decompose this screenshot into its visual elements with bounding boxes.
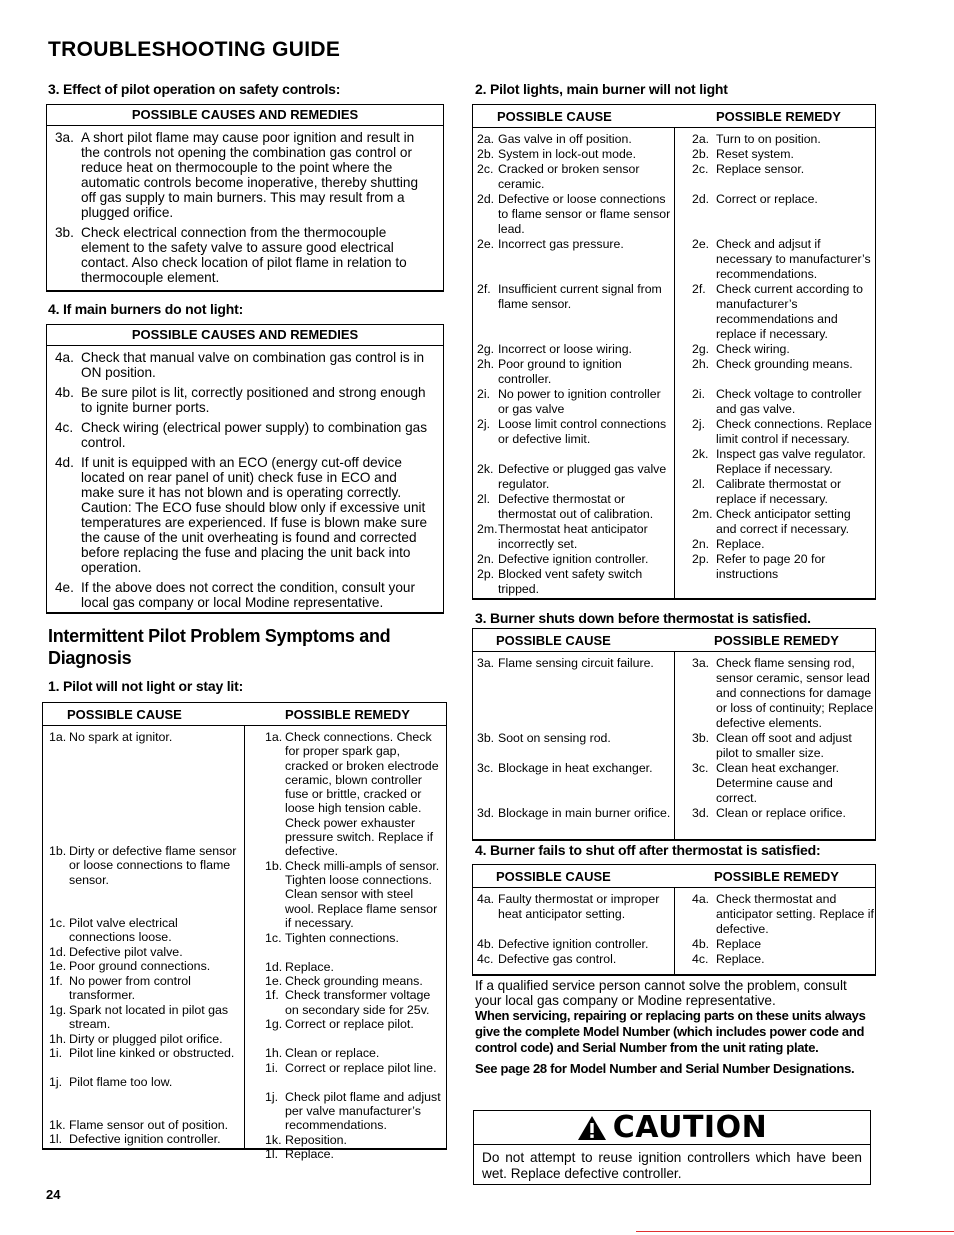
remedy-text: Inspect gas valve regulator. Replace if necessary. bbox=[716, 447, 866, 476]
cause-row bbox=[477, 761, 672, 806]
cause-text: Defective pilot valve. bbox=[69, 945, 183, 959]
ip4-table-body bbox=[473, 888, 875, 975]
ip1-causes-column bbox=[43, 726, 245, 1149]
cause-text: Thermostat heat anticipator incorrectly set. bbox=[498, 522, 648, 551]
cause-text: Blockage in heat exchanger. bbox=[498, 761, 653, 775]
remedy-row bbox=[265, 1061, 445, 1090]
servicing-instructions: When servicing, repairing or replacing parts on these units always give the complete Model Number (which includes power code and control code) and Serial Number from the unit rating plate. bbox=[475, 1008, 866, 1055]
remedy-item-id: 3b. bbox=[55, 225, 74, 240]
remedy-text: Correct or replace. bbox=[716, 192, 818, 206]
remedy-text: Clean or replace. bbox=[285, 1046, 380, 1061]
cause-text: Defective ignition controller. bbox=[498, 937, 649, 951]
remedy-id: 2c. bbox=[692, 162, 709, 176]
remedy-item-text: If unit is equipped with an ECO (energy cut-off device located on rear panel of unit) check fuse in ECO and make sure it has not blown and is operating correctly. Caution: The ECO fuse should blow only if excessive unit temperatures are experienced. If fuse is blown make sure the cause of the unit overheating is found and corrected before replacing the fuse and placing the unit back into operation. bbox=[81, 455, 428, 575]
see-page-note: See page 28 for Model Number and Serial Number Designations. bbox=[475, 1061, 855, 1076]
cause-text: Pilot flame too low. bbox=[69, 1074, 173, 1089]
cause-id: 2i. bbox=[477, 387, 490, 401]
remedy-text: Calibrate thermostat or replace if necessary. bbox=[716, 477, 842, 506]
page-number: 24 bbox=[46, 1187, 61, 1202]
remedy-id: 1i. bbox=[265, 1060, 279, 1075]
remedy-text: Check pilot flame and adjust per valve manufacturer’s recommendations. bbox=[285, 1089, 441, 1133]
remedy-id: 2h. bbox=[692, 357, 710, 371]
remedy-row bbox=[265, 859, 445, 931]
remedy-id: 1h. bbox=[265, 1046, 283, 1061]
cause-row bbox=[477, 656, 672, 731]
remedy-row bbox=[265, 1133, 445, 1147]
remedy-row bbox=[265, 988, 445, 1017]
remedy-item bbox=[55, 455, 433, 575]
cause-id: 4a. bbox=[477, 892, 495, 906]
cause-text: Faulty thermostat or improper heat anticipator setting. bbox=[498, 892, 660, 921]
cause-text: Spark not located in pilot gas stream. bbox=[69, 1002, 229, 1031]
cause-id: 1g. bbox=[49, 1002, 67, 1017]
remedy-id: 2i. bbox=[692, 387, 705, 401]
cause-id: 4b. bbox=[477, 937, 495, 951]
remedy-id: 1k. bbox=[265, 1132, 282, 1147]
cause-id: 2l. bbox=[477, 492, 490, 506]
cause-row bbox=[477, 357, 672, 387]
remedy-id: 1e. bbox=[265, 973, 283, 988]
cause-row bbox=[477, 522, 672, 552]
remedy-text: Clean or replace orifice. bbox=[716, 806, 846, 820]
remedy-row bbox=[265, 931, 445, 960]
cause-row bbox=[477, 162, 672, 192]
cause-text: Defective or loose connections to flame sensor or flame sensor lead. bbox=[498, 192, 671, 236]
ip2-table-header bbox=[473, 105, 875, 128]
remedy-item bbox=[55, 580, 433, 610]
remedy-row bbox=[265, 1017, 445, 1046]
remedy-row bbox=[692, 132, 874, 147]
cause-text: Gas valve in off position. bbox=[498, 132, 632, 146]
remedy-row bbox=[692, 387, 874, 417]
ip2-remedies-column bbox=[675, 128, 875, 599]
remedy-row bbox=[692, 147, 874, 162]
remedy-id: 2m. bbox=[692, 507, 713, 521]
cause-text: Soot on sensing rod. bbox=[498, 731, 611, 745]
cause-id: 1l. bbox=[49, 1132, 63, 1147]
cause-row bbox=[477, 731, 672, 761]
ip4-causes-column bbox=[473, 888, 675, 975]
cause-id: 4c. bbox=[477, 952, 494, 966]
cause-text: Loose limit control connections or defective limit. bbox=[498, 417, 667, 446]
cause-id: 1f. bbox=[49, 973, 63, 988]
cause-row bbox=[477, 552, 672, 567]
remedy-id: 2b. bbox=[692, 147, 710, 161]
cause-text: Poor ground to ignition controller. bbox=[498, 357, 622, 386]
remedy-row bbox=[692, 282, 874, 342]
remedy-row bbox=[692, 552, 874, 582]
cause-row bbox=[477, 237, 672, 282]
remedy-item-text: Check wiring (electrical power supply) to combination gas control. bbox=[81, 420, 428, 450]
ip3-remedies-column bbox=[675, 652, 875, 840]
remedy-id: 3a. bbox=[692, 656, 710, 670]
cause-row bbox=[49, 1118, 242, 1132]
ip3-table-body bbox=[473, 652, 875, 840]
remedy-row bbox=[692, 447, 874, 477]
section-4-list bbox=[47, 346, 443, 610]
cause-id: 2p. bbox=[477, 567, 495, 581]
cause-text: Defective ignition controller. bbox=[498, 552, 649, 566]
remedy-row bbox=[692, 237, 874, 282]
remedy-id: 2p. bbox=[692, 552, 710, 566]
ip3-table bbox=[472, 628, 876, 841]
remedy-item-id: 4a. bbox=[55, 350, 74, 365]
remedy-item bbox=[55, 225, 433, 285]
cause-row bbox=[49, 730, 242, 844]
cause-id: 3b. bbox=[477, 731, 495, 745]
remedy-row bbox=[692, 537, 874, 552]
ip4-heading: 4. Burner fails to shut off after thermostat is satisfied: bbox=[475, 842, 821, 858]
service-note: If a qualified service person cannot solve the problem, consult your local gas company or Modine representative. bbox=[475, 978, 847, 1008]
remedy-item-id: 3a. bbox=[55, 130, 74, 145]
cause-row bbox=[49, 1046, 242, 1075]
remedy-text: Check connections. Replace limit control if necessary. bbox=[716, 417, 872, 446]
ip4-cause-header: POSSIBLE CAUSE bbox=[496, 868, 611, 884]
remedy-id: 2e. bbox=[692, 237, 710, 251]
cause-id: 1i. bbox=[49, 1045, 63, 1060]
remedy-text: Clean off soot and adjust pilot to smaller size. bbox=[716, 731, 852, 760]
remedy-row bbox=[692, 892, 874, 937]
cause-text: Blockage in main burner orifice. bbox=[498, 806, 671, 820]
remedy-item bbox=[55, 130, 433, 220]
remedy-id: 1j. bbox=[265, 1089, 279, 1104]
ip2-table bbox=[472, 104, 876, 600]
intermittent-pilot-heading: Intermittent Pilot Problem Symptoms and Diagnosis bbox=[48, 626, 391, 668]
cause-text: Pilot valve electrical connections loose. bbox=[69, 916, 178, 945]
remedy-text: Check milli-ampls of sensor. Tighten loose connections. Clean sensor with steel wool. Replace flame sensor if necessary. bbox=[285, 858, 440, 930]
ip3-table-header bbox=[473, 629, 875, 652]
remedy-text: Refer to page 20 for instructions bbox=[716, 552, 826, 581]
remedy-row bbox=[692, 507, 874, 537]
remedy-item bbox=[55, 420, 433, 450]
cause-row bbox=[477, 492, 672, 522]
cause-row bbox=[477, 282, 672, 342]
ip1-table bbox=[42, 702, 447, 1161]
ip2-cause-header: POSSIBLE CAUSE bbox=[497, 108, 612, 124]
cause-id: 2e. bbox=[477, 237, 495, 251]
remedy-row bbox=[692, 357, 874, 387]
cause-id: 2k. bbox=[477, 462, 494, 476]
footer-rule bbox=[636, 1231, 954, 1232]
ip1-table-body bbox=[43, 726, 446, 1161]
cause-id: 1h. bbox=[49, 1031, 67, 1046]
cause-text: Incorrect or loose wiring. bbox=[498, 342, 632, 356]
remedy-row bbox=[692, 192, 874, 237]
cause-text: Defective ignition controller. bbox=[69, 1132, 221, 1147]
cause-text: No power to ignition controller or gas valve bbox=[498, 387, 661, 416]
cause-id: 2j. bbox=[477, 417, 490, 431]
ip4-table-header bbox=[473, 865, 875, 888]
remedy-row bbox=[692, 731, 874, 761]
remedy-id: 1d. bbox=[265, 959, 283, 974]
remedy-item-id: 4e. bbox=[55, 580, 74, 595]
cause-id: 3d. bbox=[477, 806, 495, 820]
ip4-remedy-header: POSSIBLE REMEDY bbox=[714, 868, 839, 884]
cause-row bbox=[49, 1003, 242, 1032]
remedy-row bbox=[692, 417, 874, 447]
cause-text: Defective or plugged gas valve regulator. bbox=[498, 462, 667, 491]
cause-id: 2d. bbox=[477, 192, 495, 206]
ip3-heading: 3. Burner shuts down before thermostat is satisfied. bbox=[475, 610, 811, 626]
cause-id: 2m. bbox=[477, 522, 498, 536]
remedy-id: 1f. bbox=[265, 988, 279, 1003]
remedy-item-id: 4b. bbox=[55, 385, 74, 400]
remedy-id: 2d. bbox=[692, 192, 710, 206]
cause-id: 2c. bbox=[477, 162, 494, 176]
remedy-id: 4b. bbox=[692, 937, 710, 951]
cause-row bbox=[49, 916, 242, 945]
cause-row bbox=[477, 462, 672, 492]
cause-row bbox=[477, 387, 672, 417]
remedy-row bbox=[265, 1046, 445, 1060]
caution-title: CAUTION bbox=[612, 1110, 768, 1145]
remedy-text: Replace sensor. bbox=[716, 162, 805, 176]
remedy-text: Replace. bbox=[716, 537, 765, 551]
cause-row bbox=[49, 1132, 242, 1146]
remedy-text: Tighten connections. bbox=[285, 930, 399, 945]
caution-header bbox=[474, 1111, 870, 1145]
ip1-cause-header: POSSIBLE CAUSE bbox=[67, 706, 182, 722]
ip2-causes-column bbox=[473, 128, 675, 599]
remedy-row bbox=[692, 761, 874, 806]
remedy-id: 3d. bbox=[692, 806, 710, 820]
cause-text: Flame sensing circuit failure. bbox=[498, 656, 654, 670]
remedy-row bbox=[692, 162, 874, 192]
ip1-table-header bbox=[43, 703, 446, 726]
remedy-id: 2j. bbox=[692, 417, 705, 431]
cause-id: 3c. bbox=[477, 761, 494, 775]
cause-row bbox=[477, 132, 672, 147]
ip3-cause-header: POSSIBLE CAUSE bbox=[496, 632, 611, 648]
remedy-row bbox=[692, 806, 874, 836]
remedy-row bbox=[265, 960, 445, 974]
remedy-row bbox=[265, 1147, 445, 1161]
ip2-remedy-header: POSSIBLE REMEDY bbox=[716, 108, 841, 124]
remedy-text: Check voltage to controller and gas valve. bbox=[716, 387, 862, 416]
remedy-text: Check grounding means. bbox=[716, 357, 853, 371]
ip2-heading: 2. Pilot lights, main burner will not light bbox=[475, 81, 728, 97]
cause-row bbox=[49, 1032, 242, 1046]
cause-row bbox=[477, 342, 672, 357]
remedy-id: 2a. bbox=[692, 132, 710, 146]
cause-id: 2f. bbox=[477, 282, 491, 296]
remedy-item-text: Be sure pilot is lit, correctly positioned and strong enough to ignite burner ports. bbox=[81, 385, 426, 415]
remedy-text: Check thermostat and anticipator setting. Replace if defective. bbox=[716, 892, 874, 936]
remedy-text: Reposition. bbox=[285, 1132, 347, 1147]
cause-text: Defective thermostat or thermostat out of calibration. bbox=[498, 492, 654, 521]
remedy-text: Replace. bbox=[285, 1146, 334, 1161]
cause-text: Pilot line kinked or obstructed. bbox=[69, 1045, 235, 1060]
cause-row bbox=[49, 1075, 242, 1118]
section-3-list bbox=[47, 126, 443, 285]
remedy-text: Check anticipator setting and correct if necessary. bbox=[716, 507, 851, 536]
cause-row bbox=[49, 959, 242, 973]
remedy-id: 3c. bbox=[692, 761, 709, 775]
cause-row bbox=[477, 567, 672, 597]
remedy-id: 2k. bbox=[692, 447, 709, 461]
remedy-item bbox=[55, 350, 433, 380]
section-3-box bbox=[46, 104, 444, 292]
remedy-text: Correct or replace pilot line. bbox=[285, 1060, 437, 1075]
remedy-item-text: Check electrical connection from the thermocouple element to the safety valve to assure good electrical contact. Also check location of pilot flame in relation to thermocouple element. bbox=[81, 225, 407, 285]
section-4-box bbox=[46, 324, 444, 614]
remedy-text: Reset system. bbox=[716, 147, 794, 161]
remedy-item-text: If the above does not correct the condition, consult your local gas company or local Modine representative. bbox=[81, 580, 416, 610]
warning-triangle-icon bbox=[577, 1115, 607, 1141]
remedy-text: Check current according to manufacturer’s recommendations and replace if necessary. bbox=[716, 282, 863, 341]
remedy-text: Replace. bbox=[716, 952, 765, 966]
section-3-box-header: POSSIBLE CAUSES AND REMEDIES bbox=[47, 105, 443, 126]
cause-id: 2a. bbox=[477, 132, 495, 146]
remedy-item-id: 4c. bbox=[55, 420, 74, 435]
remedy-text: Check grounding means. bbox=[285, 973, 423, 988]
remedy-text: Check flame sensing rod, sensor ceramic, sensor lead and connections for damage or loss of continuity; Replace defective elements. bbox=[716, 656, 874, 730]
cause-text: Flame sensor out of position. bbox=[69, 1117, 229, 1132]
cause-id: 2n. bbox=[477, 552, 495, 566]
remedy-text: Check wiring. bbox=[716, 342, 790, 356]
cause-text: Dirty or plugged pilot orifice. bbox=[69, 1031, 223, 1046]
ip1-remedies-column bbox=[245, 726, 446, 1161]
remedy-row bbox=[265, 974, 445, 988]
ip1-remedy-header: POSSIBLE REMEDY bbox=[285, 706, 410, 722]
cause-row bbox=[477, 147, 672, 162]
cause-text: System in lock-out mode. bbox=[498, 147, 637, 161]
cause-row bbox=[477, 952, 672, 967]
remedy-text: Clean heat exchanger. Determine cause and correct. bbox=[716, 761, 840, 805]
cause-id: 2h. bbox=[477, 357, 495, 371]
remedy-id: 1b. bbox=[265, 858, 283, 873]
remedy-id: 1l. bbox=[265, 1146, 279, 1161]
cause-row bbox=[477, 192, 672, 237]
remedy-id: 2n. bbox=[692, 537, 710, 551]
cause-text: Incorrect gas pressure. bbox=[498, 237, 624, 251]
cause-row bbox=[49, 945, 242, 959]
remedy-row bbox=[692, 952, 874, 967]
remedy-id: 1a. bbox=[265, 730, 283, 744]
remedy-id: 4c. bbox=[692, 952, 709, 966]
remedy-text: Check and adjsut if necessary to manufacturer’s recommendations. bbox=[716, 237, 871, 281]
remedy-row bbox=[692, 342, 874, 357]
remedy-item-text: A short pilot flame may cause poor ignition and result in the controls not opening the combination gas control or reduce heat on thermocouple to the point where the automatic controls become inoperative, thereby shutting off gas supply to main burners. This may result from a plugged orifice. bbox=[81, 130, 419, 220]
remedy-text: Correct or replace pilot. bbox=[285, 1017, 414, 1032]
remedy-text: Turn to on position. bbox=[716, 132, 821, 146]
cause-id: 2g. bbox=[477, 342, 495, 356]
remedy-item bbox=[55, 385, 433, 415]
remedy-item-text: Check that manual valve on combination gas control is in ON position. bbox=[81, 350, 425, 380]
section-4-heading: 4. If main burners do not light: bbox=[48, 301, 244, 317]
ip1-heading: 1. Pilot will not light or stay lit: bbox=[48, 678, 244, 694]
cause-id: 1b. bbox=[49, 844, 67, 858]
remedy-id: 4a. bbox=[692, 892, 710, 906]
cause-id: 1c. bbox=[49, 916, 66, 930]
cause-row bbox=[49, 974, 242, 1003]
caution-box bbox=[473, 1110, 871, 1185]
remedy-row bbox=[265, 1090, 445, 1133]
remedy-item-id: 4d. bbox=[55, 455, 74, 470]
ip3-remedy-header: POSSIBLE REMEDY bbox=[714, 632, 839, 648]
remedy-id: 3b. bbox=[692, 731, 710, 745]
section-4-box-header: POSSIBLE CAUSES AND REMEDIES bbox=[47, 325, 443, 346]
cause-id: 1k. bbox=[49, 1117, 66, 1132]
cause-id: 2b. bbox=[477, 147, 495, 161]
remedy-text: Replace. bbox=[285, 959, 334, 974]
remedy-id: 2f. bbox=[692, 282, 706, 296]
ip4-remedies-column bbox=[675, 888, 875, 975]
remedy-row bbox=[265, 730, 445, 859]
cause-text: Blocked vent safety switch tripped. bbox=[498, 567, 643, 596]
cause-text: Poor ground connections. bbox=[69, 959, 211, 974]
remedy-id: 2l. bbox=[692, 477, 705, 491]
cause-row bbox=[49, 844, 242, 916]
remedy-row bbox=[692, 937, 874, 952]
cause-text: Insufficient current signal from flame sensor. bbox=[498, 282, 662, 311]
cause-id: 1d. bbox=[49, 945, 67, 959]
remedy-id: 2g. bbox=[692, 342, 710, 356]
cause-text: Defective gas control. bbox=[498, 952, 617, 966]
remedy-text: Replace bbox=[716, 937, 762, 951]
remedy-text: Check transformer voltage on secondary side for 25v. bbox=[285, 988, 431, 1017]
remedy-id: 1g. bbox=[265, 1017, 283, 1032]
cause-id: 1j. bbox=[49, 1074, 63, 1089]
remedy-row bbox=[692, 477, 874, 507]
cause-text: No power from control transformer. bbox=[69, 973, 191, 1002]
ip4-table bbox=[472, 864, 876, 976]
cause-text: Cracked or broken sensor ceramic. bbox=[498, 162, 640, 191]
cause-row bbox=[477, 806, 672, 836]
cause-id: 3a. bbox=[477, 656, 495, 670]
caution-text: Do not attempt to reuse ignition controllers which have been wet. Replace defective controller. bbox=[482, 1150, 862, 1181]
remedy-id: 1c. bbox=[265, 930, 282, 945]
cause-row bbox=[477, 937, 672, 952]
remedy-row bbox=[692, 656, 874, 731]
cause-id: 1a. bbox=[49, 730, 67, 744]
page-title: TROUBLESHOOTING GUIDE bbox=[48, 38, 341, 61]
cause-text: Dirty or defective flame sensor or loose connections to flame sensor. bbox=[69, 844, 237, 887]
cause-text: No spark at ignitor. bbox=[69, 730, 173, 744]
ip3-causes-column bbox=[473, 652, 675, 840]
cause-id: 1e. bbox=[49, 959, 67, 974]
cause-row bbox=[477, 417, 672, 462]
section-3-heading: 3. Effect of pilot operation on safety controls: bbox=[48, 81, 341, 97]
remedy-text: Check connections. Check for proper spark gap, cracked or broken electrode ceramic, blown controller fuse or brittle, cracked or loose high tension cable. Check power exhauster pressure switch. Replace if defective. bbox=[285, 730, 439, 859]
cause-row bbox=[477, 892, 672, 937]
ip2-table-body bbox=[473, 128, 875, 599]
